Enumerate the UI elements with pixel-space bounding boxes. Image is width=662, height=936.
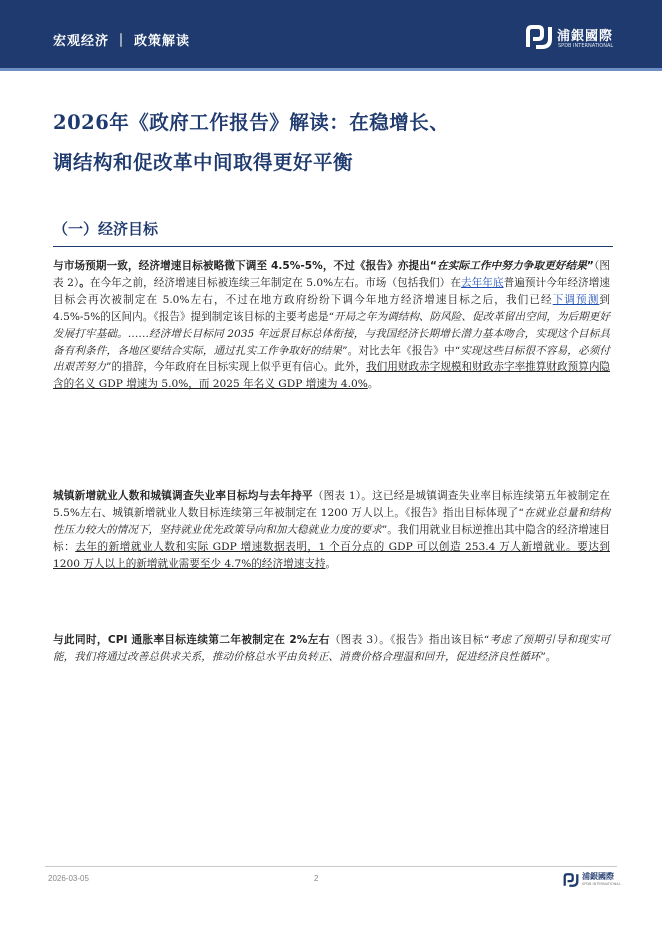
logo-wordmark-cn: 浦銀國際 [557,29,614,44]
p1-underlined: 我们用财政赤字规模和财政赤字率推算财政预算内隐含的名义 GDP 增速为 5.0%，而 2025 年名义 GDP 增速为 4.0% [53,361,611,391]
spdb-logo-icon [524,23,554,51]
p1-text-1: 在今年之前，经济增速目标被连续三年制定在 5.0%左右。市场（包括我们）在 [89,276,461,289]
p2-quote: 在就业总量和结构性压力较大的情况下，坚持就业优先政策导向和加大稳就业力度的要求 [53,506,610,536]
section-divider [53,246,613,247]
p3-quote: 考虑了预期引导和现实可能，我们将通过改善总供求关系，推动价格总水平由负转正、消费价格合理温和回升，促进经济良性循环 [53,634,610,663]
p3-lead: 与此同时，CPI 通胀率目标连续第二年被制定在 2%左右 [53,634,330,646]
p1-text-4: ”。对比去年《报告》中“ [342,344,461,357]
p2-text-1: （图表 1）。这已经是城镇调查失业率目标连续第五年被制定在 5.5%左右、城镇新增就业人数目标连续第三年被制定在 1200 万人以上。《报告》指出目标体现了“ [53,490,610,519]
footer-spdb-logo-icon [562,872,580,888]
p1-lead-end: 。 [79,276,90,289]
p2-lead: 城镇新增就业人数和城镇调查失业率目标均与去年持平 [53,490,313,502]
paragraph-cpi-target [53,632,610,666]
p2-text-3: 。 [325,557,337,570]
logo-wordmark-en: SPDB INTERNATIONAL [558,43,614,49]
p1-text-2: 普遍预计今年经济增速目标会再次被制定在 5.0%左右，不过在地方政府纷纷下调今年地方经济增速目标之后，我们已经 [53,276,611,306]
p3-text-1: （图表 3）。《报告》指出该目标“ [329,634,490,646]
p1-lead-quote: 在实际工作中努力争取更好结果 [436,260,587,272]
p1-lead: 与市场预期一致，经济增速目标被略微下调至 4.5%-5%，不过《报告》亦提出“ [53,260,437,272]
paragraph-gdp-target [53,258,610,393]
link-last-year-end[interactable]: 去年年底 [461,276,504,289]
report-header-bar [0,0,662,68]
document-title [53,103,613,183]
p2-text-2: ”。我们用就业目标逆推出其中隐含的经济增速目标： [53,523,610,553]
p3-text-2: ”。 [540,650,557,663]
p1-text-6: 。 [367,378,379,391]
p1-text-5: ”的措辞，今年政府在目标实现上似乎更有信心。此外， [106,361,367,374]
footer-logo-wordmark-cn: 浦銀國際 [582,872,614,881]
paragraph-employment-target [53,488,610,573]
p1-chart-ref: （图表 2） [53,260,611,289]
section-heading: （一）经济目标 [53,220,159,238]
p2-underlined: 去年的新增就业人数和实际 GDP 增速数据表明，1 个百分点的 GDP 可以创造 253.4 万人新增就业。要达到 1200 万人以上的新增就业需要至少 4.7%的经济增速支持 [53,540,610,570]
footer-date: 2026-03-05 [48,874,89,883]
company-logo [524,23,634,53]
document-title-line-1: 2026年《政府工作报告》解读：在稳增长、 [53,111,450,134]
p1-text-3: 到 4.5%-5%的区间内。《报告》提到制定该目标的主要考虑是“ [53,293,611,323]
footer-logo-wordmark-en: SPDB INTERNATIONAL [582,882,621,886]
header-accent-line [0,68,662,71]
p1-quote-2: 实现这些目标很不容易，必须付出艰苦努力 [53,344,611,374]
page-number: 2 [314,874,319,883]
p1-quote-1: 开局之年为调结构、防风险、促改革留出空间，为后期更好发展打牢基础。……经济增长目标同 2035 年远景目标总体衔接，与我国经济长期增长潜力基本吻合，实现这个目标具备有利条件，各地区要结合实际，通过扎实工作争取好的结果 [53,310,610,357]
link-forecast-downgrade[interactable]: 下调预测 [552,293,600,306]
footer-divider [45,866,617,867]
report-category: 宏观经济 ｜ 政策解读 [53,34,191,49]
p1-lead-quote-end: ” [586,260,594,272]
footer-logo [562,870,622,890]
document-title-line-2: 调结构和促改革中间取得更好平衡 [53,151,354,174]
